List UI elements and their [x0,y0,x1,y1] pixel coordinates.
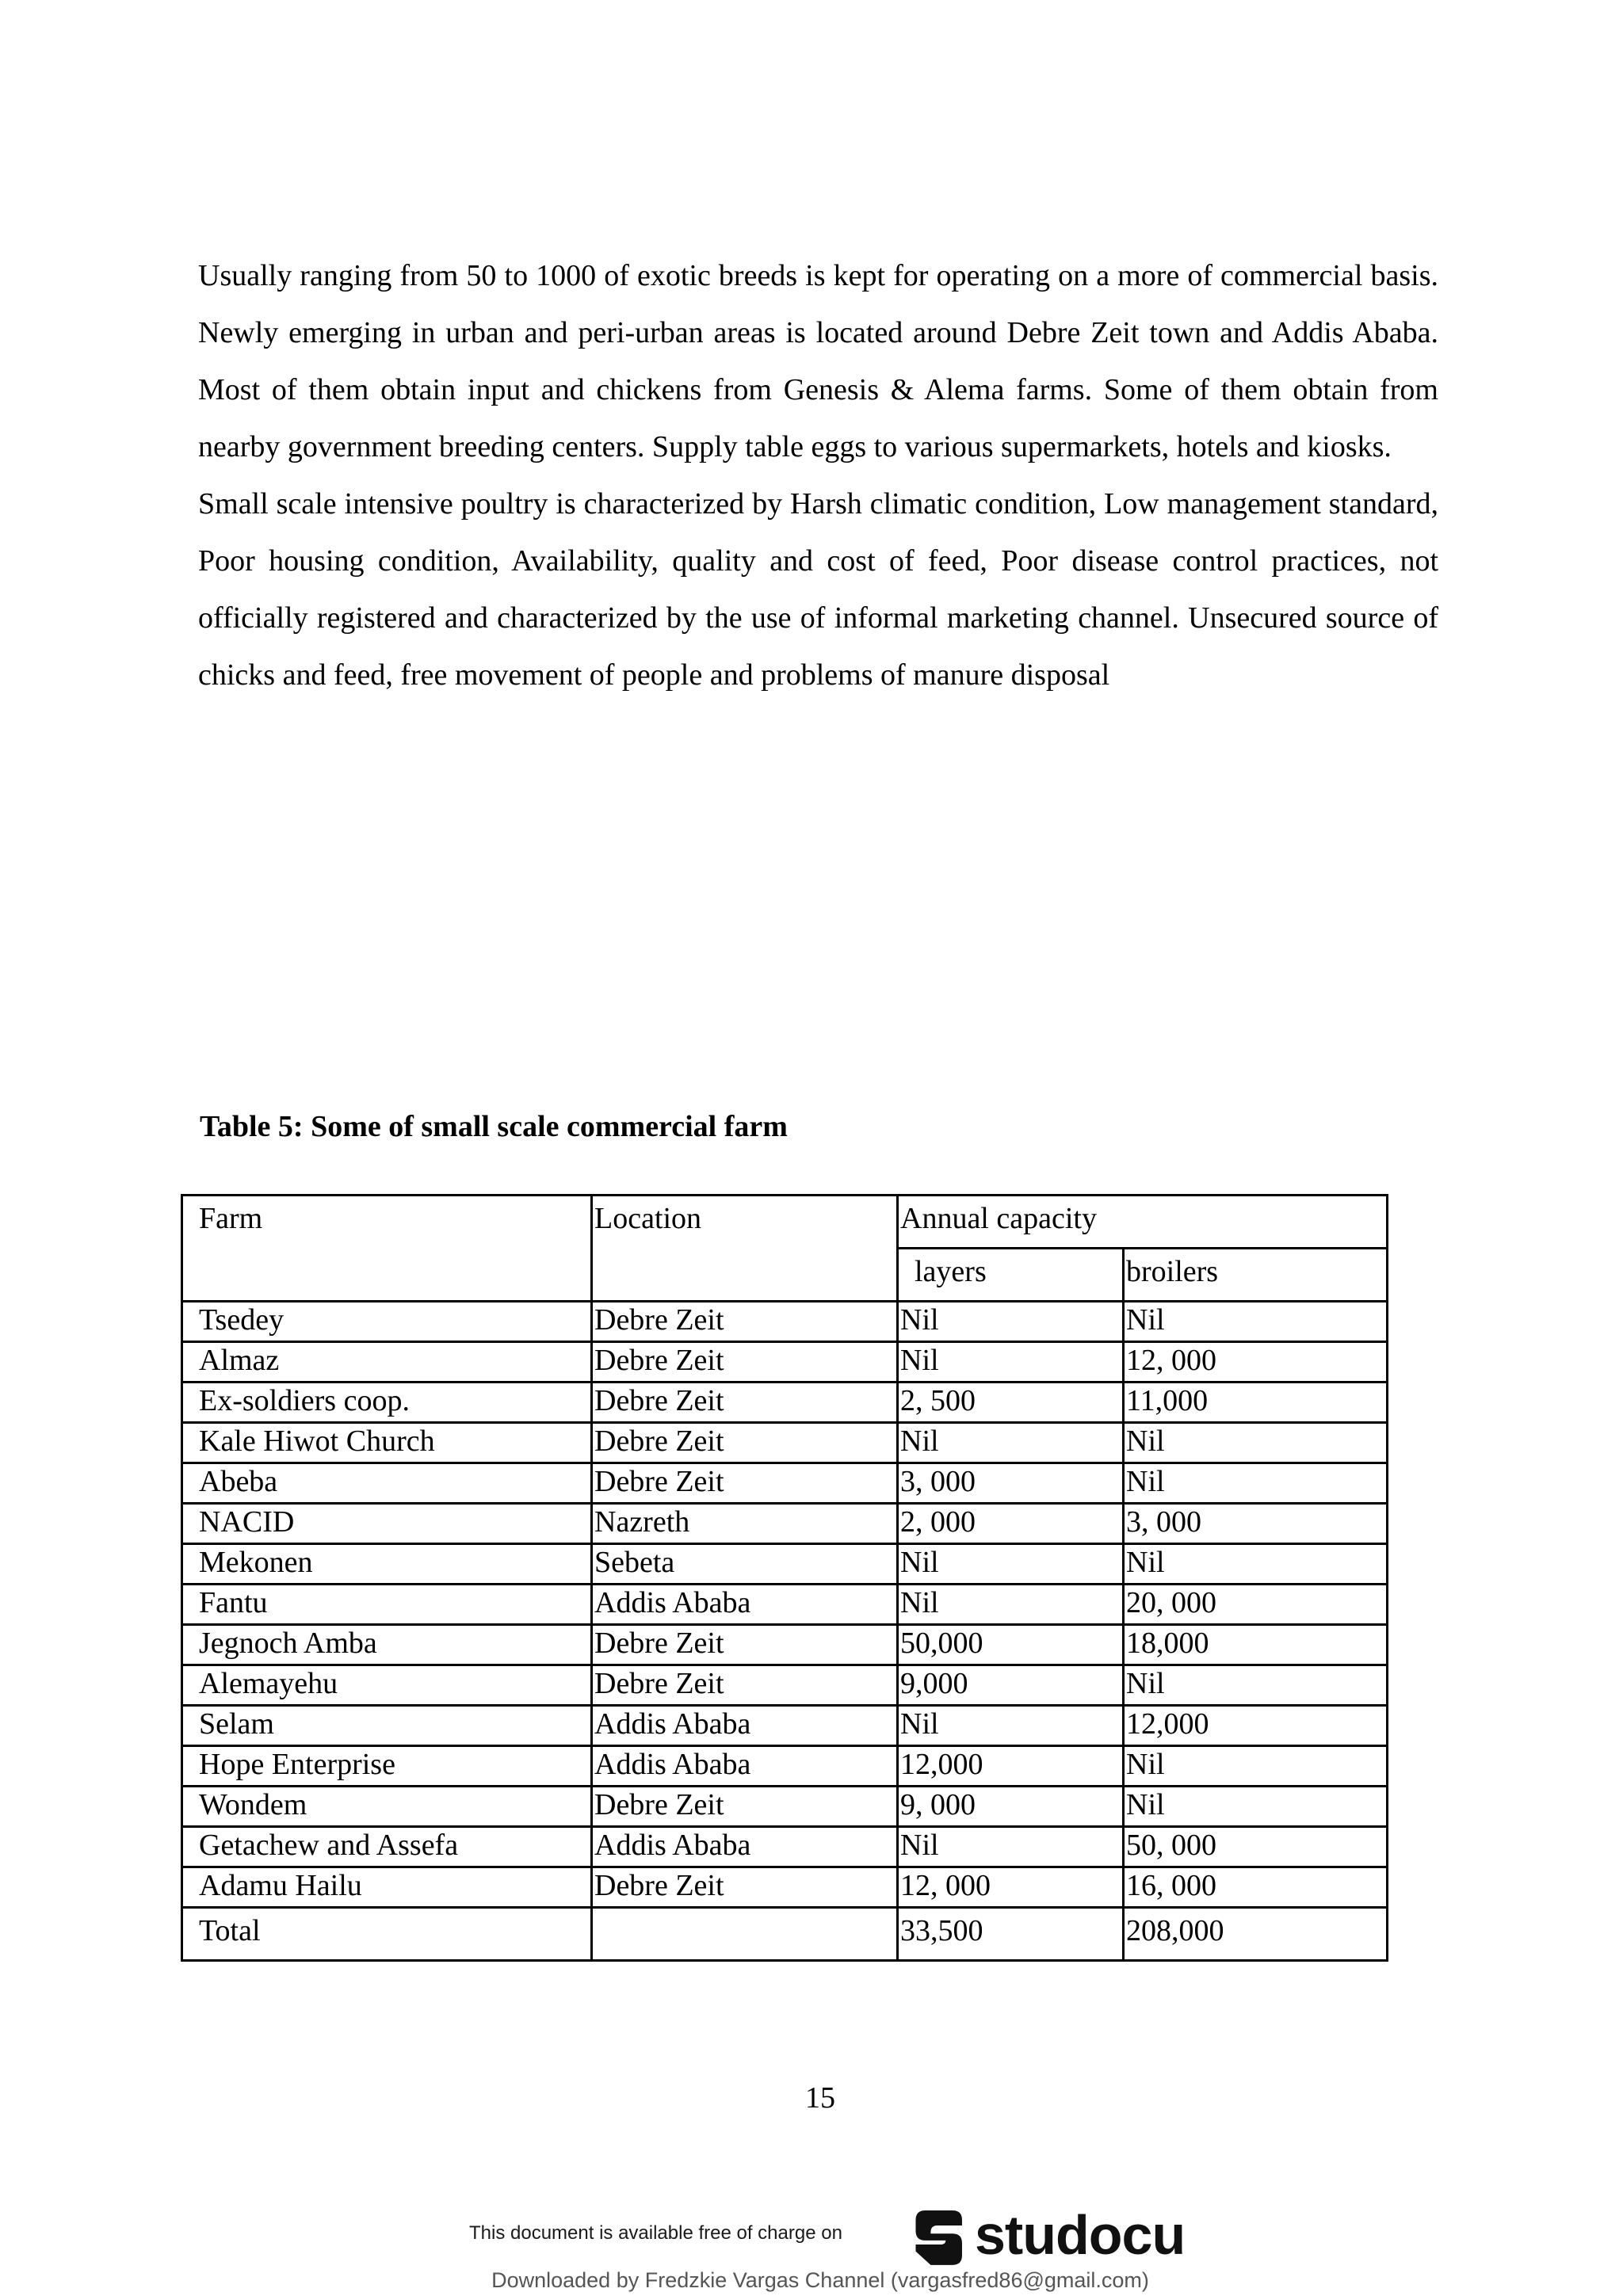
studocu-logo-icon [903,2201,972,2269]
cell-layers: Nil [898,1706,1124,1746]
table-row [182,1463,1388,1504]
cell-location: Debre Zeit [592,1342,898,1383]
table-row [182,1342,1388,1383]
cell-layers: 12,000 [898,1746,1124,1787]
table-row [182,1827,1388,1867]
cell-location: Addis Ababa [592,1827,898,1867]
cell-broilers: 3, 000 [1124,1504,1388,1544]
cell-layers: 2, 500 [898,1383,1124,1423]
cell-location: Debre Zeit [592,1665,898,1706]
cell-broilers: Nil [1124,1787,1388,1827]
table-total-row [182,1908,1388,1961]
cell-broilers: 11,000 [1124,1383,1388,1423]
total-cell-farm: Total [182,1908,592,1961]
body-text [198,247,1438,704]
cell-layers: Nil [898,1827,1124,1867]
cell-farm: Alemayehu [182,1665,592,1706]
table-header-row [182,1196,1388,1249]
cell-location: Debre Zeit [592,1302,898,1342]
cell-layers: 9, 000 [898,1787,1124,1827]
cell-location: Debre Zeit [592,1787,898,1827]
table-row [182,1504,1388,1544]
cell-farm: Fantu [182,1585,592,1625]
table-row [182,1787,1388,1827]
footer-downloaded-text: Downloaded by Fredzkie Vargas Channel (vargasfred86@gmail.com) [491,2268,1149,2292]
cell-broilers: 50, 000 [1124,1827,1388,1867]
total-cell-broilers: 208,000 [1124,1908,1388,1961]
header-layers: layers [898,1249,1124,1302]
cell-farm: NACID [182,1504,592,1544]
cell-broilers: 18,000 [1124,1625,1388,1665]
cell-farm: Wondem [182,1787,592,1827]
cell-location: Debre Zeit [592,1383,898,1423]
cell-broilers: Nil [1124,1544,1388,1585]
cell-layers: Nil [898,1302,1124,1342]
cell-farm: Selam [182,1706,592,1746]
cell-location: Addis Ababa [592,1746,898,1787]
paragraph-1: Usually ranging from 50 to 1000 of exotic breeds is kept for operating on a more of commercial basis. Newly emerging in urban and peri-urban areas is located around Debre Zeit town and Addis Ababa. Most of them obtain input and chickens from Genesis & Alema farms. Some of them obtain from nearby government breeding centers. Supply table eggs to various supermarkets, hotels and kiosks. [198,259,1438,463]
cell-location: Debre Zeit [592,1423,898,1463]
table-row [182,1706,1388,1746]
table-row [182,1383,1388,1423]
footer-available-text: This document is available free of charge on [469,2222,842,2244]
studocu-wordmark: studocu [975,2204,1186,2266]
cell-layers: 12, 000 [898,1867,1124,1908]
cell-broilers: 20, 000 [1124,1585,1388,1625]
cell-location: Debre Zeit [592,1463,898,1504]
cell-layers: 3, 000 [898,1463,1124,1504]
total-cell-location [592,1908,898,1961]
cell-layers: Nil [898,1423,1124,1463]
paragraph-2: Small scale intensive poultry is characterized by Harsh climatic condition, Low management standard, Poor housing condition, Availability, quality and cost of feed, Poor disease control practices, not officially registered and characterized by the use of informal marketing channel. Unsecured source of chicks and feed, free movement of people and problems of manure disposal [198,487,1438,692]
table-row [182,1423,1388,1463]
cell-layers: 2, 000 [898,1504,1124,1544]
cell-farm: Almaz [182,1342,592,1383]
cell-layers: Nil [898,1342,1124,1383]
header-broilers: broilers [1124,1249,1388,1302]
table-row [182,1665,1388,1706]
cell-farm: Adamu Hailu [182,1867,592,1908]
cell-layers: Nil [898,1585,1124,1625]
cell-location: Debre Zeit [592,1625,898,1665]
cell-farm: Hope Enterprise [182,1746,592,1787]
cell-farm: Mekonen [182,1544,592,1585]
cell-broilers: 12, 000 [1124,1342,1388,1383]
cell-location: Nazreth [592,1504,898,1544]
cell-broilers: Nil [1124,1463,1388,1504]
cell-farm: Jegnoch Amba [182,1625,592,1665]
cell-broilers: Nil [1124,1665,1388,1706]
cell-layers: 9,000 [898,1665,1124,1706]
cell-farm: Getachew and Assefa [182,1827,592,1867]
header-location: Location [592,1196,898,1302]
cell-farm: Abeba [182,1463,592,1504]
cell-farm: Kale Hiwot Church [182,1423,592,1463]
cell-broilers: Nil [1124,1746,1388,1787]
cell-location: Addis Ababa [592,1585,898,1625]
cell-farm: Tsedey [182,1302,592,1342]
cell-broilers: Nil [1124,1423,1388,1463]
table-row [182,1302,1388,1342]
cell-layers: 50,000 [898,1625,1124,1665]
cell-location: Debre Zeit [592,1867,898,1908]
table-row [182,1625,1388,1665]
total-cell-layers: 33,500 [898,1908,1124,1961]
header-farm: Farm [182,1196,592,1302]
header-annual-capacity: Annual capacity [898,1196,1388,1249]
cell-layers: Nil [898,1544,1124,1585]
table-row [182,1867,1388,1908]
cell-broilers: 16, 000 [1124,1867,1388,1908]
cell-farm: Ex-soldiers coop. [182,1383,592,1423]
cell-location: Addis Ababa [592,1706,898,1746]
table-row [182,1746,1388,1787]
farms-table [181,1194,1388,1962]
studocu-logo[interactable] [903,2199,1185,2271]
cell-location: Sebeta [592,1544,898,1585]
table-row [182,1544,1388,1585]
page-number: 15 [805,2081,835,2115]
cell-broilers: Nil [1124,1302,1388,1342]
table-caption: Table 5: Some of small scale commercial farm [200,1110,788,1143]
cell-broilers: 12,000 [1124,1706,1388,1746]
table-row [182,1585,1388,1625]
